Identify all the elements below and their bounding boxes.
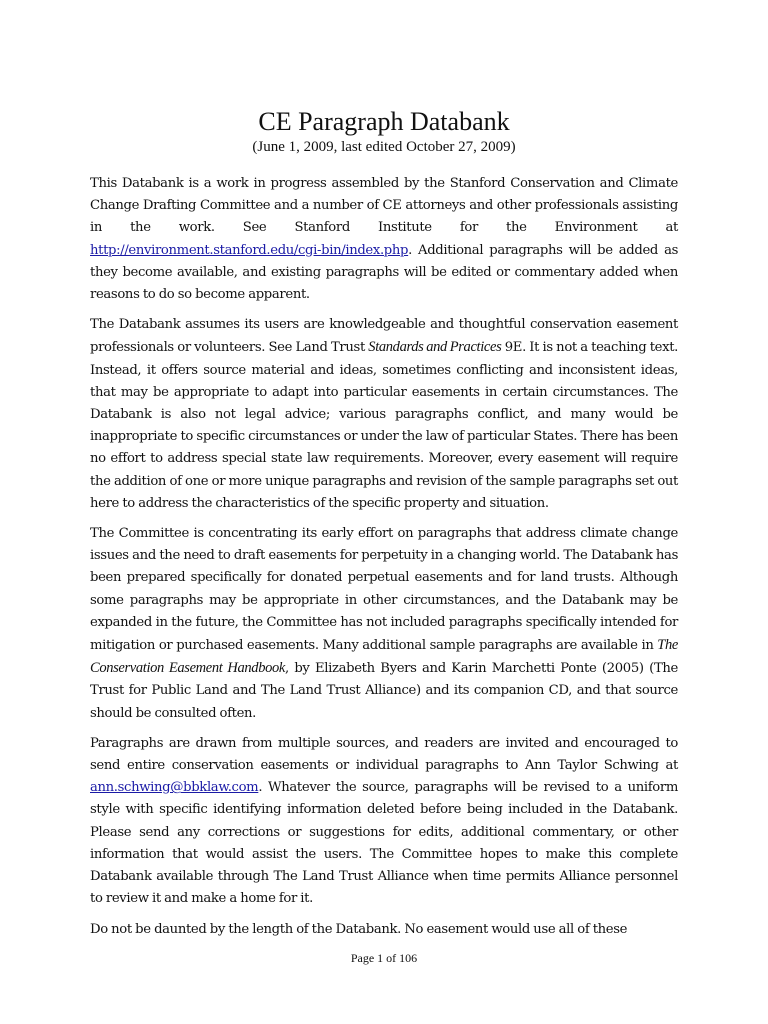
email-link[interactable]: ann.schwing@bbklaw.com: [90, 780, 259, 796]
paragraph-text: , by Elizabeth Byers and Karin Marchetti Ponte (2005) (The Trust for Public Land and The Land Trust Alliance) and its companion CD, and that source should be consulted often.: [90, 661, 678, 721]
document-body: [90, 173, 678, 949]
paragraph-committee: [90, 523, 678, 725]
italic-reference: The Conservation Easement Handbook: [90, 637, 678, 677]
paragraph-text: 9E. It is not a teaching text. Instead, it offers source material and ideas, sometimes conflicting and inconsistent ideas, that may be appropriate to adapt into particular easements in certain circumstances. The Databank is also not legal advice; various paragraphs conflict, and many would be inappropriate to specific circumstances or under the law of particular States. There has been no effort to address special state law requirements. Moreover, every easement will require the addition of one or more unique paragraphs and revision of the sample paragraphs set out here to address the characteristics of the specific property and situation.: [90, 340, 679, 511]
paragraph-text: . Whatever the source, paragraphs will be revised to a uniform style with specific identifying information deleted before being included in the Databank. Please send any corrections or suggestions for edits, additional commentary, or other information that would assist the users. The Committee hopes to make this complete Databank available through The Land Trust Alliance when time permits Alliance personnel to review it and make a home for it.: [90, 780, 678, 907]
page-subtitle: (June 1, 2009, last edited October 27, 2009): [252, 139, 516, 155]
paragraph-length: [90, 919, 678, 941]
paragraph-text: Do not be daunted by the length of the Databank. No easement would use all of these: [90, 921, 628, 937]
page-title: CE Paragraph Databank: [258, 107, 510, 136]
paragraph-text: This Databank is a work in progress assembled by the Stanford Conservation and Climate Change Drafting Committee and a number of CE attorneys and other professionals assisting in the work. See Stanford Institute for the Environment at: [90, 176, 678, 236]
paragraph-sources: [90, 733, 678, 911]
italic-reference: Standards and Practices: [368, 339, 502, 356]
paragraph-intro: [90, 173, 678, 306]
paragraph-users: [90, 314, 678, 515]
paragraph-text: . Additional paragraphs will be added as they become available, and existing paragraphs will be edited or commentary added when reasons to do so become apparent.: [90, 242, 678, 303]
page-number: Page 1 of 106: [350, 951, 418, 965]
paragraph-text: The Databank assumes its users are knowledgeable and thoughtful conservation easement professionals or volunteers. See Land Trust: [90, 317, 678, 356]
paragraph-text: The Committee is concentrating its early effort on paragraphs that address climate change issues and the need to draft easements for perpetuity in a changing world. The Databank has been prepared specifically for donated perpetual easements and for land trusts. Although some paragraphs may be appropriate in other circumstances, and the Databank may be expanded in the future, the Committee has not included paragraphs specifically intended for mitigation or purchased easements. Many additional sample paragraphs are available in: [90, 526, 678, 654]
paragraph-text: Paragraphs are drawn from multiple sources, and readers are invited and encouraged to send entire conservation easements or individual paragraphs to Ann Taylor Schwing at: [90, 735, 678, 774]
stanford-link[interactable]: http://environment.stanford.edu/cgi-bin/index.php: [90, 242, 409, 258]
